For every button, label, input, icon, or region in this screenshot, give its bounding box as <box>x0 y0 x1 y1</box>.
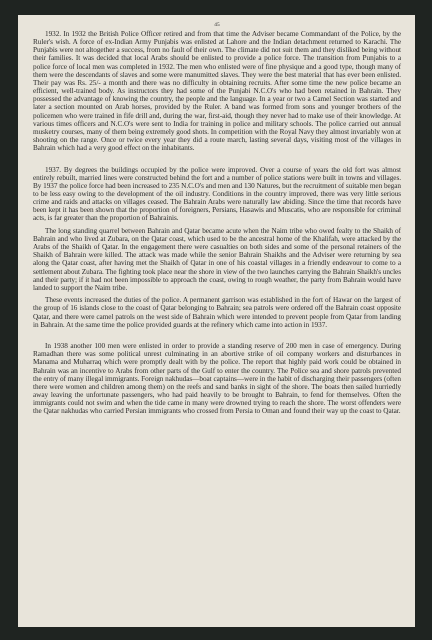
paragraph-1937: 1937. By degrees the buildings occupied by the police were improved. Over a course of years the old fort was almost entirely rebuilt, married lines were constructed behind the fort and a number of police stations were built in towns and villages. By 1937 the police force had been increased to 235 N.C.O's and men and 130 Natures, but the recruitment of suitable men began to be less easy owing to the development of the oil industry. Conditions in the country improved, there was very little serious crime and raids and attacks on villages ceased. The Bahrain Arabs were naturally law abiding. Since the time that records have been kept it has been shown that the proportion of foreigners, Persians, Hasawis and Muscatis, who are responsible for criminal acts, is far greater than the proportion of Bahrainis. <box>33 165 401 223</box>
paragraph-1932: 1932. In 1932 the British Police Officer retired and from that time the Adviser became Commandant of the Police, by the Ruler's wish. A force of ex-Indian Army Punjabis was enlisted at Lahore and the Indian detachment returned to Karachi. The Punjabis were not altogether a success, from no fault of their own. The climate did not suit them and they disliked being without their families. It was decided that local Arabs should be enlisted to provide a police force. The transition from Punjabis to a police force of local men was completed in 1932. The men who enlisted were of fine physique and a good type, though many of them were the descendants of slaves and some were manumitted slaves. They were the best material that has ever been enlisted. Their pay was Rs. 25/- a month and there was no difficulty in obtaining recruits. After some time the new police became an efficient, well-trained body. As instructors they had some of the Punjabi N.C.O's who had been retained in Bahrain. They possessed the advantage of knowing the country, the people and the language. In a year or two a Camel Section was started and later a section mounted on Arab horses, provided by the Ruler. A band was formed from sons and younger brothers of the policemen who were trained in fife drill and, during the war, first-aid, though they never had to make use of their knowledge. At various times officers and N.C.O's were sent to India for training in police and military schools. The police carried out annual musketry courses, many of them being extremely good shots. In competition with the Royal Navy they almost invariably won at shooting on the range. Once or twice every year they did a route march, lasting several days, visiting most of the villages in Bahrain which had a very good effect on the inhabitants. <box>33 30 401 153</box>
document-page <box>18 15 415 627</box>
page-number: 45 <box>214 22 220 28</box>
paragraph-police-duties: These events increased the duties of the police. A permanent garrison was established in the fort of Hawar on the largest of the group of 16 islands close to the coast of Qatar belonging to Bahrain; sea patrols were ordered off the Bahrain coast opposite Qatar, and there were camel patrols on the west side of Bahrain which were intended to prevent people from Qatar from landing in Bahrain. At the same time the police provided guards at the refinery which came into action in 1937. <box>33 296 401 329</box>
paragraph-qatar-quarrel: The long standing quarrel between Bahrain and Qatar became acute when the Naim tribe who owed fealty to the Shaikh of Bahrain and who lived at Zubara, on the Qatar coast, which used to be the ancestral home of the Khalifah, were attacked by the Arabs of the Shaikh of Qatar. In the engagement there were casualties on both sides and some of the personal retainers of the Shaikh of Bahrain were killed. The attack was made while the senior Bahrain Shaikhs and the Adviser were returning by sea along the Qatar coast, after having met the Shaikh of Qatar in one of his coastal villages in a friendly endeavour to come to a settlement about Zubara. The fighting took place near the shore in view of the two launches carrying the Bahrain Shaikh's uncles and their party; if it had not been impossible to approach the coast, owing to rough weather, the party from Bahrain would have landed to support the Naim tribe. <box>33 226 401 292</box>
paragraph-1938: In 1938 another 100 men were enlisted in order to provide a standing reserve of 200 men in case of emergency. During Ramadhan there was some political unrest culminating in an abortive strike of oil company workers and disturbances in Manama and Muharraq which were promptly dealt with by the police. The report that highly paid work could be obtained in Bahrain was an incentive to Arabs from other parts of the Gulf to enter the country. The Police sea and shore patrols prevented the entry of many illegal immigrants. Foreign nakhudas—boat captains—were in the habit of discharging their passengers (often there were women and children among them) on the reefs and sand banks in sight of the shore. The boats then sailed hurriedly away leaving the unfortunate passengers, who had paid heavily to be brought to Bahrain, to fend for themselves. Often the immigrants could not swim and when the tide came in many were drowned trying to reach the shore. The worst offenders were the Qatar nakhudas who carried Persian immigrants who crossed from Persia to Oman and found their way up the coast to Qatar. <box>33 342 401 416</box>
